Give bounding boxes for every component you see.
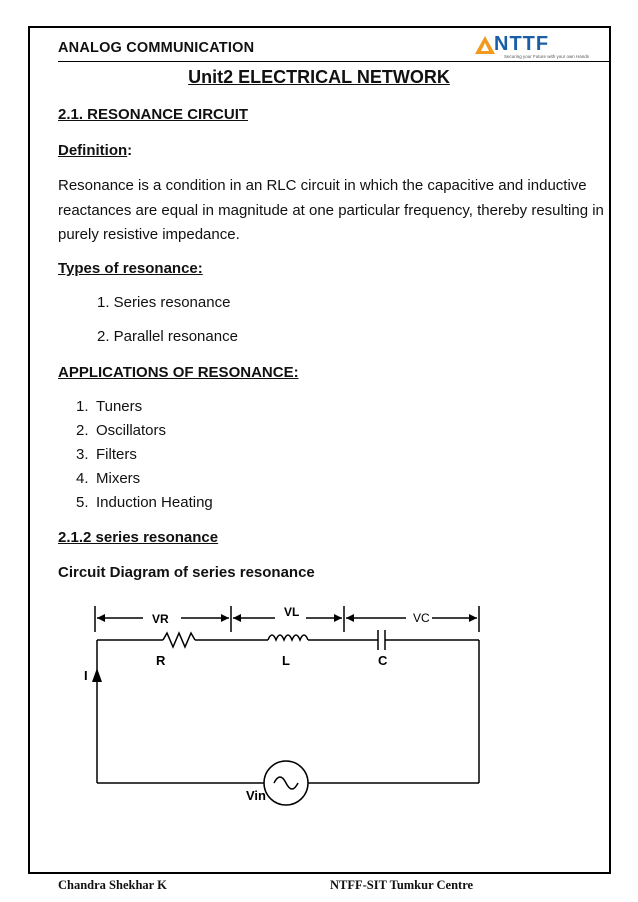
list-item: 4. Mixers (76, 470, 141, 487)
vl-label: VL (284, 605, 300, 619)
resistor-symbol (163, 633, 195, 647)
list-item: 5. Induction Heating (76, 494, 213, 511)
diagram-heading: Circuit Diagram of series resonance (58, 564, 315, 581)
page-title: Unit2 ELECTRICAL NETWORK (188, 67, 450, 87)
logo-tagline: Securing your Future with your own Hands (504, 54, 590, 59)
inductor-symbol (268, 635, 308, 640)
vr-label: VR (152, 612, 169, 626)
vin-label: Vin (246, 788, 266, 803)
definition-heading (58, 142, 132, 159)
definition-colon: : (127, 142, 133, 159)
definition-paragraph: Resonance is a condition in an RLC circuit in which the capacitive and inductive reactances are equal in magnitude at one particular frequency, thereby resulting in purely resistive impedance. (58, 177, 604, 243)
c-label: C (378, 653, 388, 668)
list-item: 1. Tuners (76, 398, 143, 415)
vc-label: VC (413, 611, 430, 625)
footer-author: Chandra Shekhar K (58, 878, 167, 892)
definition-label: Definition (58, 142, 128, 159)
nttf-logo (474, 33, 590, 61)
footer-centre: NTFF-SIT Tumkur Centre (330, 878, 474, 892)
section-heading-resonance-circuit: 2.1. RESONANCE CIRCUIT (58, 106, 249, 123)
l-label: L (282, 653, 290, 668)
logo-brand: NTTF (494, 33, 550, 55)
type-item-parallel: 2. Parallel resonance (97, 328, 238, 345)
r-label: R (156, 653, 166, 668)
current-arrow-icon (92, 668, 102, 682)
header-rule (58, 61, 611, 62)
list-item: 3. Filters (76, 446, 137, 463)
applications-heading: APPLICATIONS OF RESONANCE: (58, 364, 299, 381)
series-rlc-circuit-diagram (80, 600, 500, 810)
logo-triangle-icon (474, 35, 496, 55)
types-heading: Types of resonance: (58, 260, 203, 277)
list-item: 2. Oscillators (76, 422, 167, 439)
type-item-series: 1. Series resonance (97, 294, 231, 311)
course-title: ANALOG COMMUNICATION (58, 40, 255, 56)
section-heading-series-resonance: 2.1.2 series resonance (58, 529, 219, 546)
i-label: I (84, 668, 88, 683)
